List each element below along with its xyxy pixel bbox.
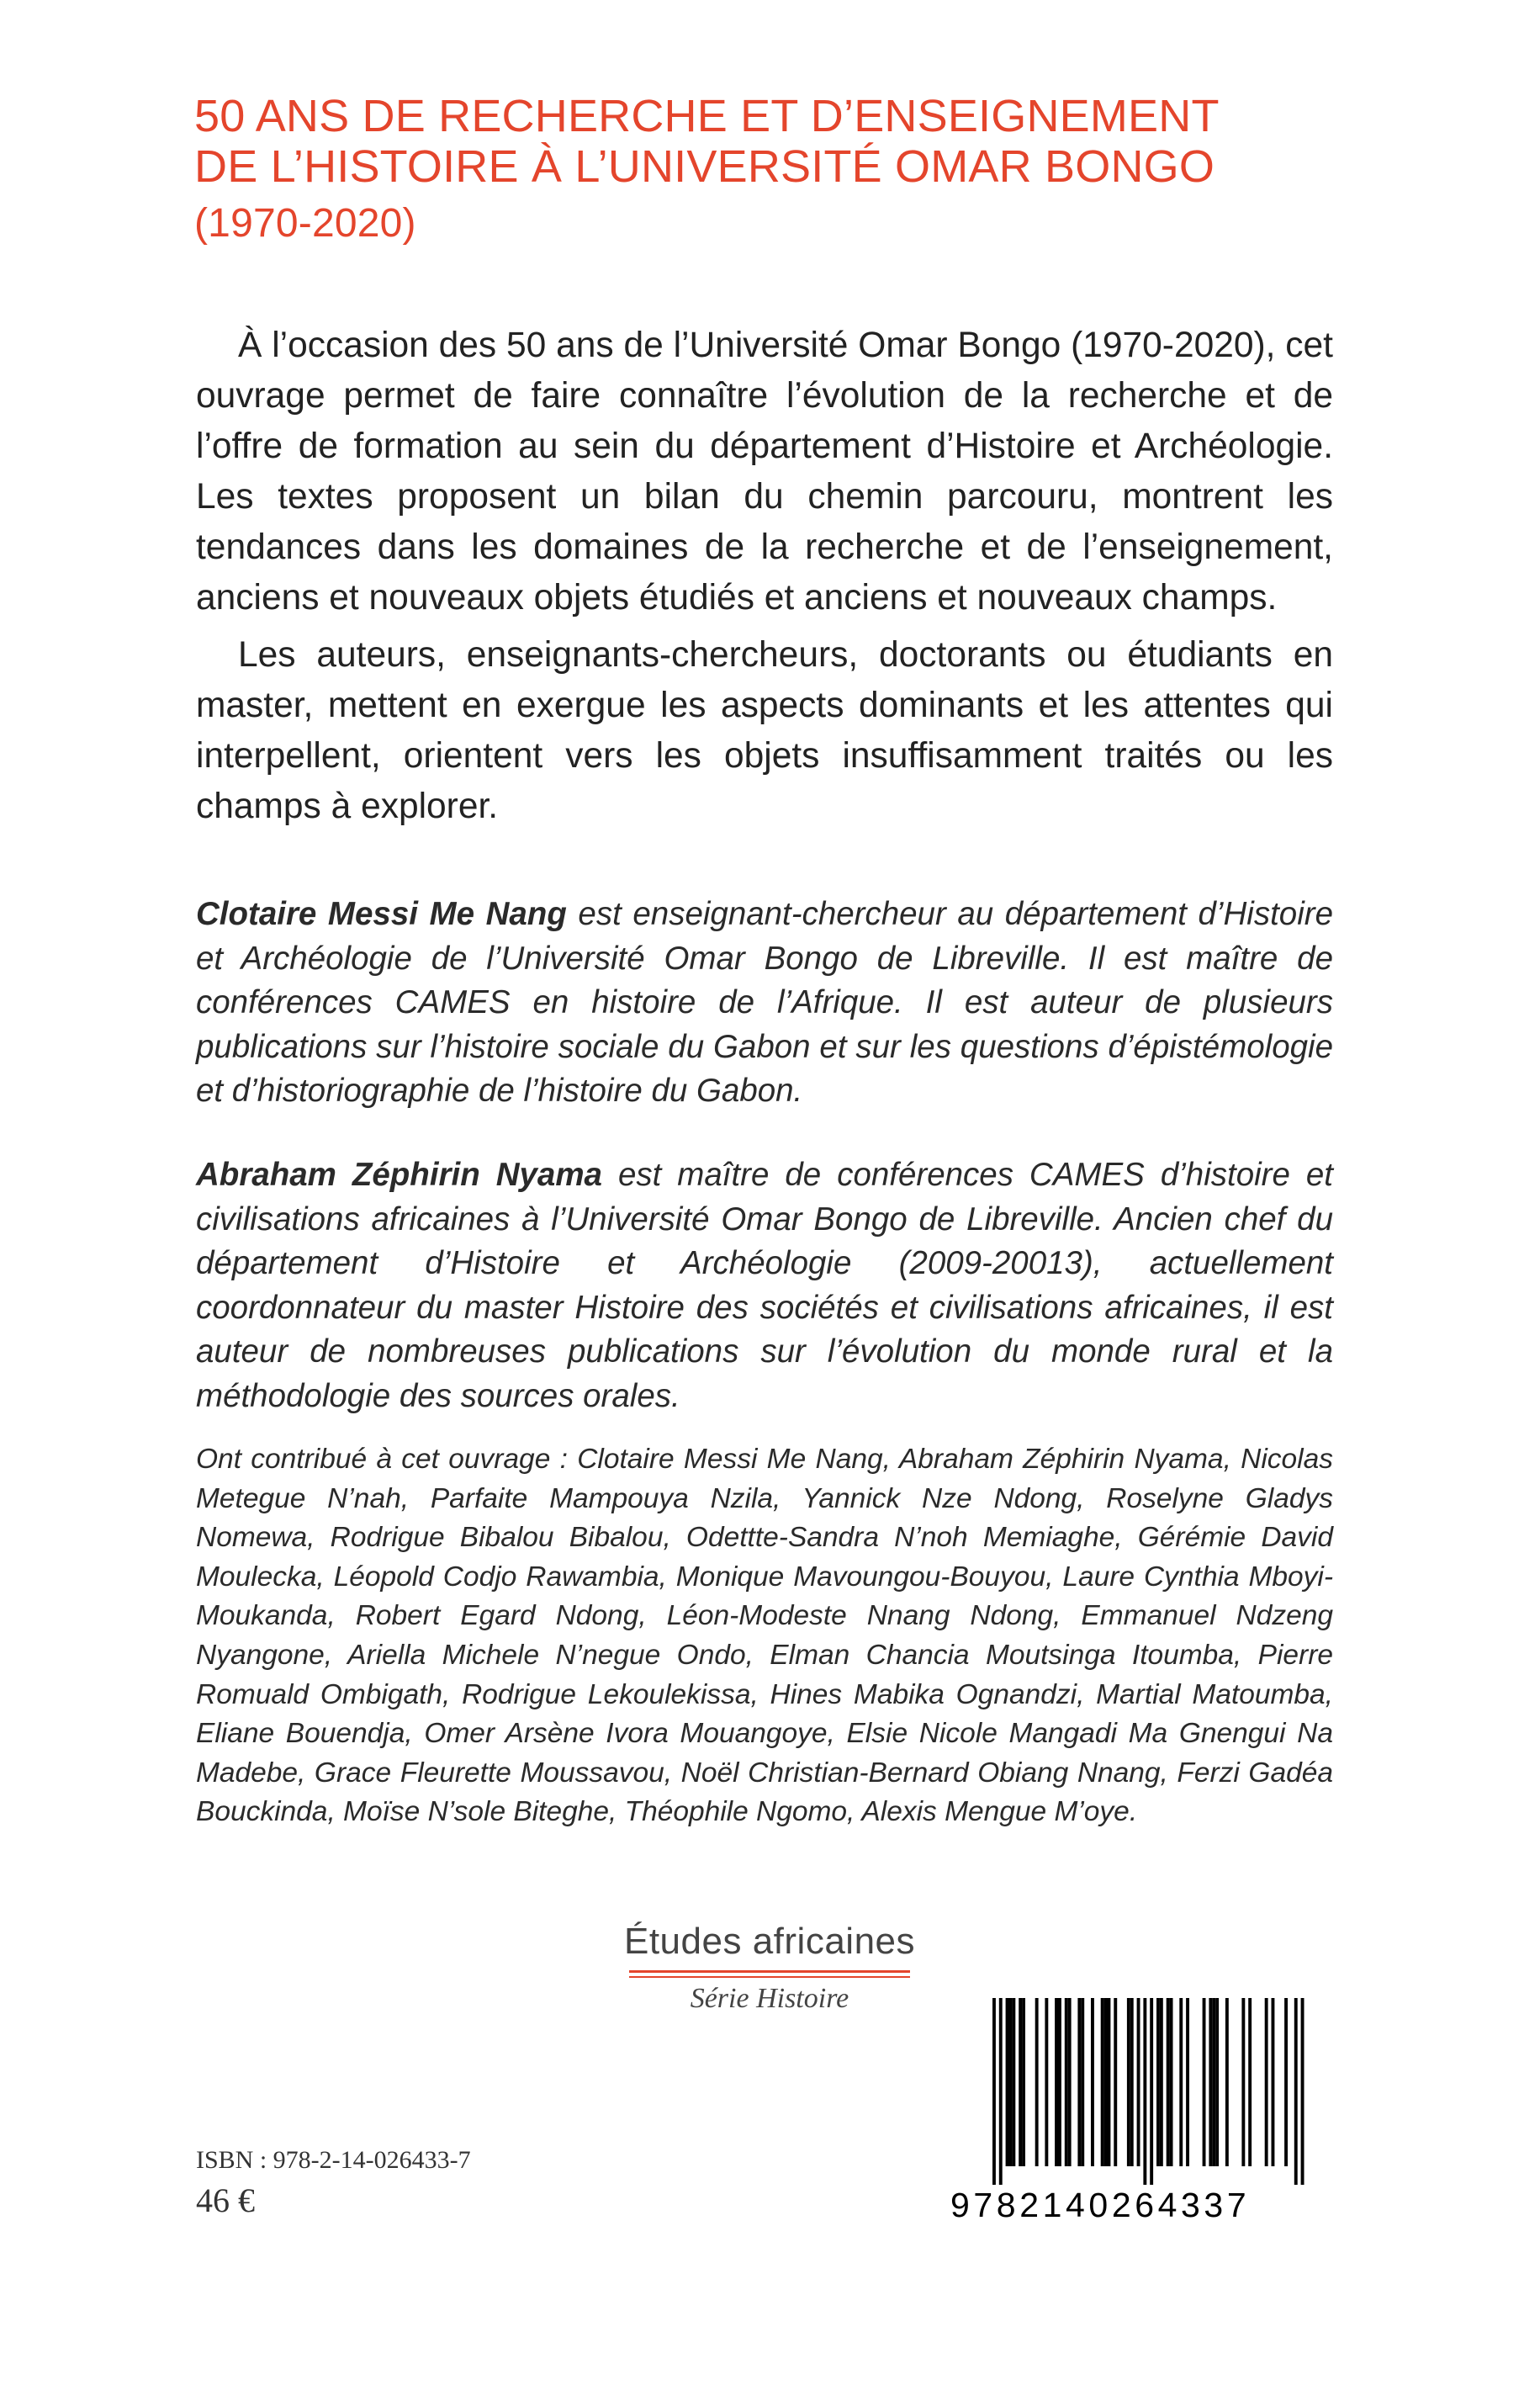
barcode-bar: [1006, 1998, 1009, 2166]
barcode: [950, 1998, 1332, 2250]
barcode-bar: [1022, 1998, 1025, 2166]
barcode-bar: [1186, 1998, 1189, 2166]
barcode-bar: [992, 1998, 996, 2185]
barcode-bar: [1272, 1998, 1275, 2166]
barcode-bar: [1068, 1998, 1072, 2166]
barcode-bar: [1012, 1998, 1015, 2166]
contributors-list: Ont contribué à cet ouvrage : Clotaire Messi Me Nang, Abraham Zéphirin Nyama, Nicolas Metegue N’nah, Parfaite Mampouya Nzila, Yannick Nze Ndong, Roselyne Gladys Nomewa, Rodrigue Bibalou Bibalou, Odettte-Sandra N’noh Memiaghe, Gérémie David Moulecka, Léopold Codjo Rawambia, Monique Mavoungou-Bouyou, Laure Cynthia Mboyi-Moukanda, Robert Egard Ndong, Léon-Modeste Nnang Ndong, Emmanuel Ndzeng Nyangone, Ariella Michele N’negue Ondo, Elman Chancia Moutsinga Itoumba, Pierre Romuald Ombigath, Rodrigue Lekoulekissa, Hines Mabika Ognandzi, Martial Matoumba, Eliane Bouendja, Omer Arsène Ivora Mouangoye, Elsie Nicole Mangadi Ma Gnengui Na Madebe, Grace Fleurette Moussavou, Noël Christian-Bernard Obiang Nnang, Ferzi Gadéa Bouckinda, Moïse N’sole Biteghe, Théophile Ngomo, Alexis Mengue M’oye.: [196, 1444, 1333, 1828]
barcode-bar: [1143, 1998, 1146, 2185]
barcode-bar: [1104, 1998, 1108, 2166]
barcode-bar: [1108, 1998, 1111, 2166]
title-years: (1970-2020): [194, 201, 416, 246]
barcode-bar: [1156, 1998, 1160, 2166]
book-summary: [196, 321, 1333, 832]
book-title: [194, 91, 1372, 251]
barcode-bar: [1170, 1998, 1173, 2166]
barcode-bar: [1215, 1998, 1219, 2166]
summary-paragraph-2: Les auteurs, enseignants-chercheurs, doctorants ou étudiants en master, mettent en exergue les aspects dominants et les attentes qui interpellent, orientent vers les objets insuffisamment traités ou les champs à explorer.: [196, 635, 1333, 826]
series-logo: [622, 1918, 917, 2020]
barcode-bar: [1150, 1998, 1153, 2185]
barcode-bar: [1035, 1998, 1039, 2166]
isbn: ISBN : 978-2-14-026433-7: [196, 2146, 471, 2174]
barcode-bar: [1167, 1998, 1170, 2166]
barcode-bar: [1055, 1998, 1058, 2166]
barcode-bar: [1058, 1998, 1061, 2166]
barcode-bar: [1301, 1998, 1305, 2185]
barcode-bar: [1212, 1998, 1215, 2166]
barcode-bar: [1248, 1998, 1252, 2166]
barcode-bar: [1160, 1998, 1163, 2166]
barcode-bar: [1179, 1998, 1183, 2166]
author-name-1: Clotaire Messi Me Nang: [196, 896, 567, 932]
barcode-bar: [1101, 1998, 1104, 2166]
barcode-bar: [1009, 1998, 1013, 2166]
barcode-bar: [1209, 1998, 1212, 2166]
barcode-bars: [950, 1998, 1332, 2185]
author-bio-1: [196, 893, 1333, 1114]
title-line-1: 50 ANS DE RECHERCHE ET D’ENSEIGNEMENT: [194, 91, 1220, 141]
price: 46 €: [196, 2181, 255, 2219]
barcode-bar: [1019, 1998, 1022, 2166]
series-subseries: Série Histoire: [690, 1983, 849, 2014]
barcode-bar: [1081, 1998, 1084, 2166]
barcode-bar: [1225, 1998, 1229, 2166]
barcode-bar: [1065, 1998, 1068, 2166]
barcode-bar: [1127, 1998, 1130, 2166]
series-name: Études africaines: [623, 1921, 916, 1962]
barcode-bar: [1091, 1998, 1094, 2166]
barcode-bar: [1130, 1998, 1134, 2166]
barcode-bar: [1045, 1998, 1048, 2166]
barcode-bar: [1077, 1998, 1081, 2166]
barcode-bar: [1294, 1998, 1298, 2185]
author-bio-2: [196, 1153, 1333, 1418]
author-bio-text-2: est maître de conférences CAMES d’histoire et civilisations africaines à l’Université Omar Bongo de Libreville. Ancien chef du département d’Histoire et Archéologie (2009-20013), actuellement coordonnateur du master Histoire des sociétés et civilisations africaines, il est auteur de nombreuses publications sur l’évolution du monde rural et la méthodologie des sources orales.: [196, 1157, 1333, 1414]
author-name-2: Abraham Zéphirin Nyama: [196, 1157, 602, 1193]
barcode-bar: [1114, 1998, 1117, 2166]
barcode-digits: 9782140264337: [950, 2186, 1251, 2224]
barcode-bar: [1137, 1998, 1140, 2166]
barcode-bar: [1241, 1998, 1245, 2166]
barcode-bar: [1203, 1998, 1206, 2166]
barcode-bar: [999, 1998, 1003, 2185]
summary-paragraph-1: À l’occasion des 50 ans de l’Université Omar Bongo (1970-2020), cet ouvrage permet de faire connaître l’évolution de la recherche et de l’offre de formation au sein du département d’Histoire et Archéologie. Les textes proposent un bilan du chemin parcouru, montrent les tendances dans les domaines de la recherche et de l’enseignement, anciens et nouveaux objets étudiés et anciens et nouveaux champs.: [196, 326, 1333, 617]
title-line-2: DE L’HISTOIRE À L’UNIVERSITÉ OMAR BONGO: [194, 141, 1215, 192]
barcode-bar: [1265, 1998, 1268, 2166]
author-bio-text-1: est enseignant-chercheur au département d’Histoire et Archéologie de l’Université Omar Bongo de Libreville. Il est maître de conférences CAMES en histoire de l’Afrique. Il est auteur de plusieurs publications sur l’histoire sociale du Gabon et sur les questions d’épistémologie et d’historiographie de l’histoire du Gabon.: [196, 896, 1333, 1109]
series-divider: [629, 1970, 910, 1973]
barcode-bar: [1284, 1998, 1288, 2166]
